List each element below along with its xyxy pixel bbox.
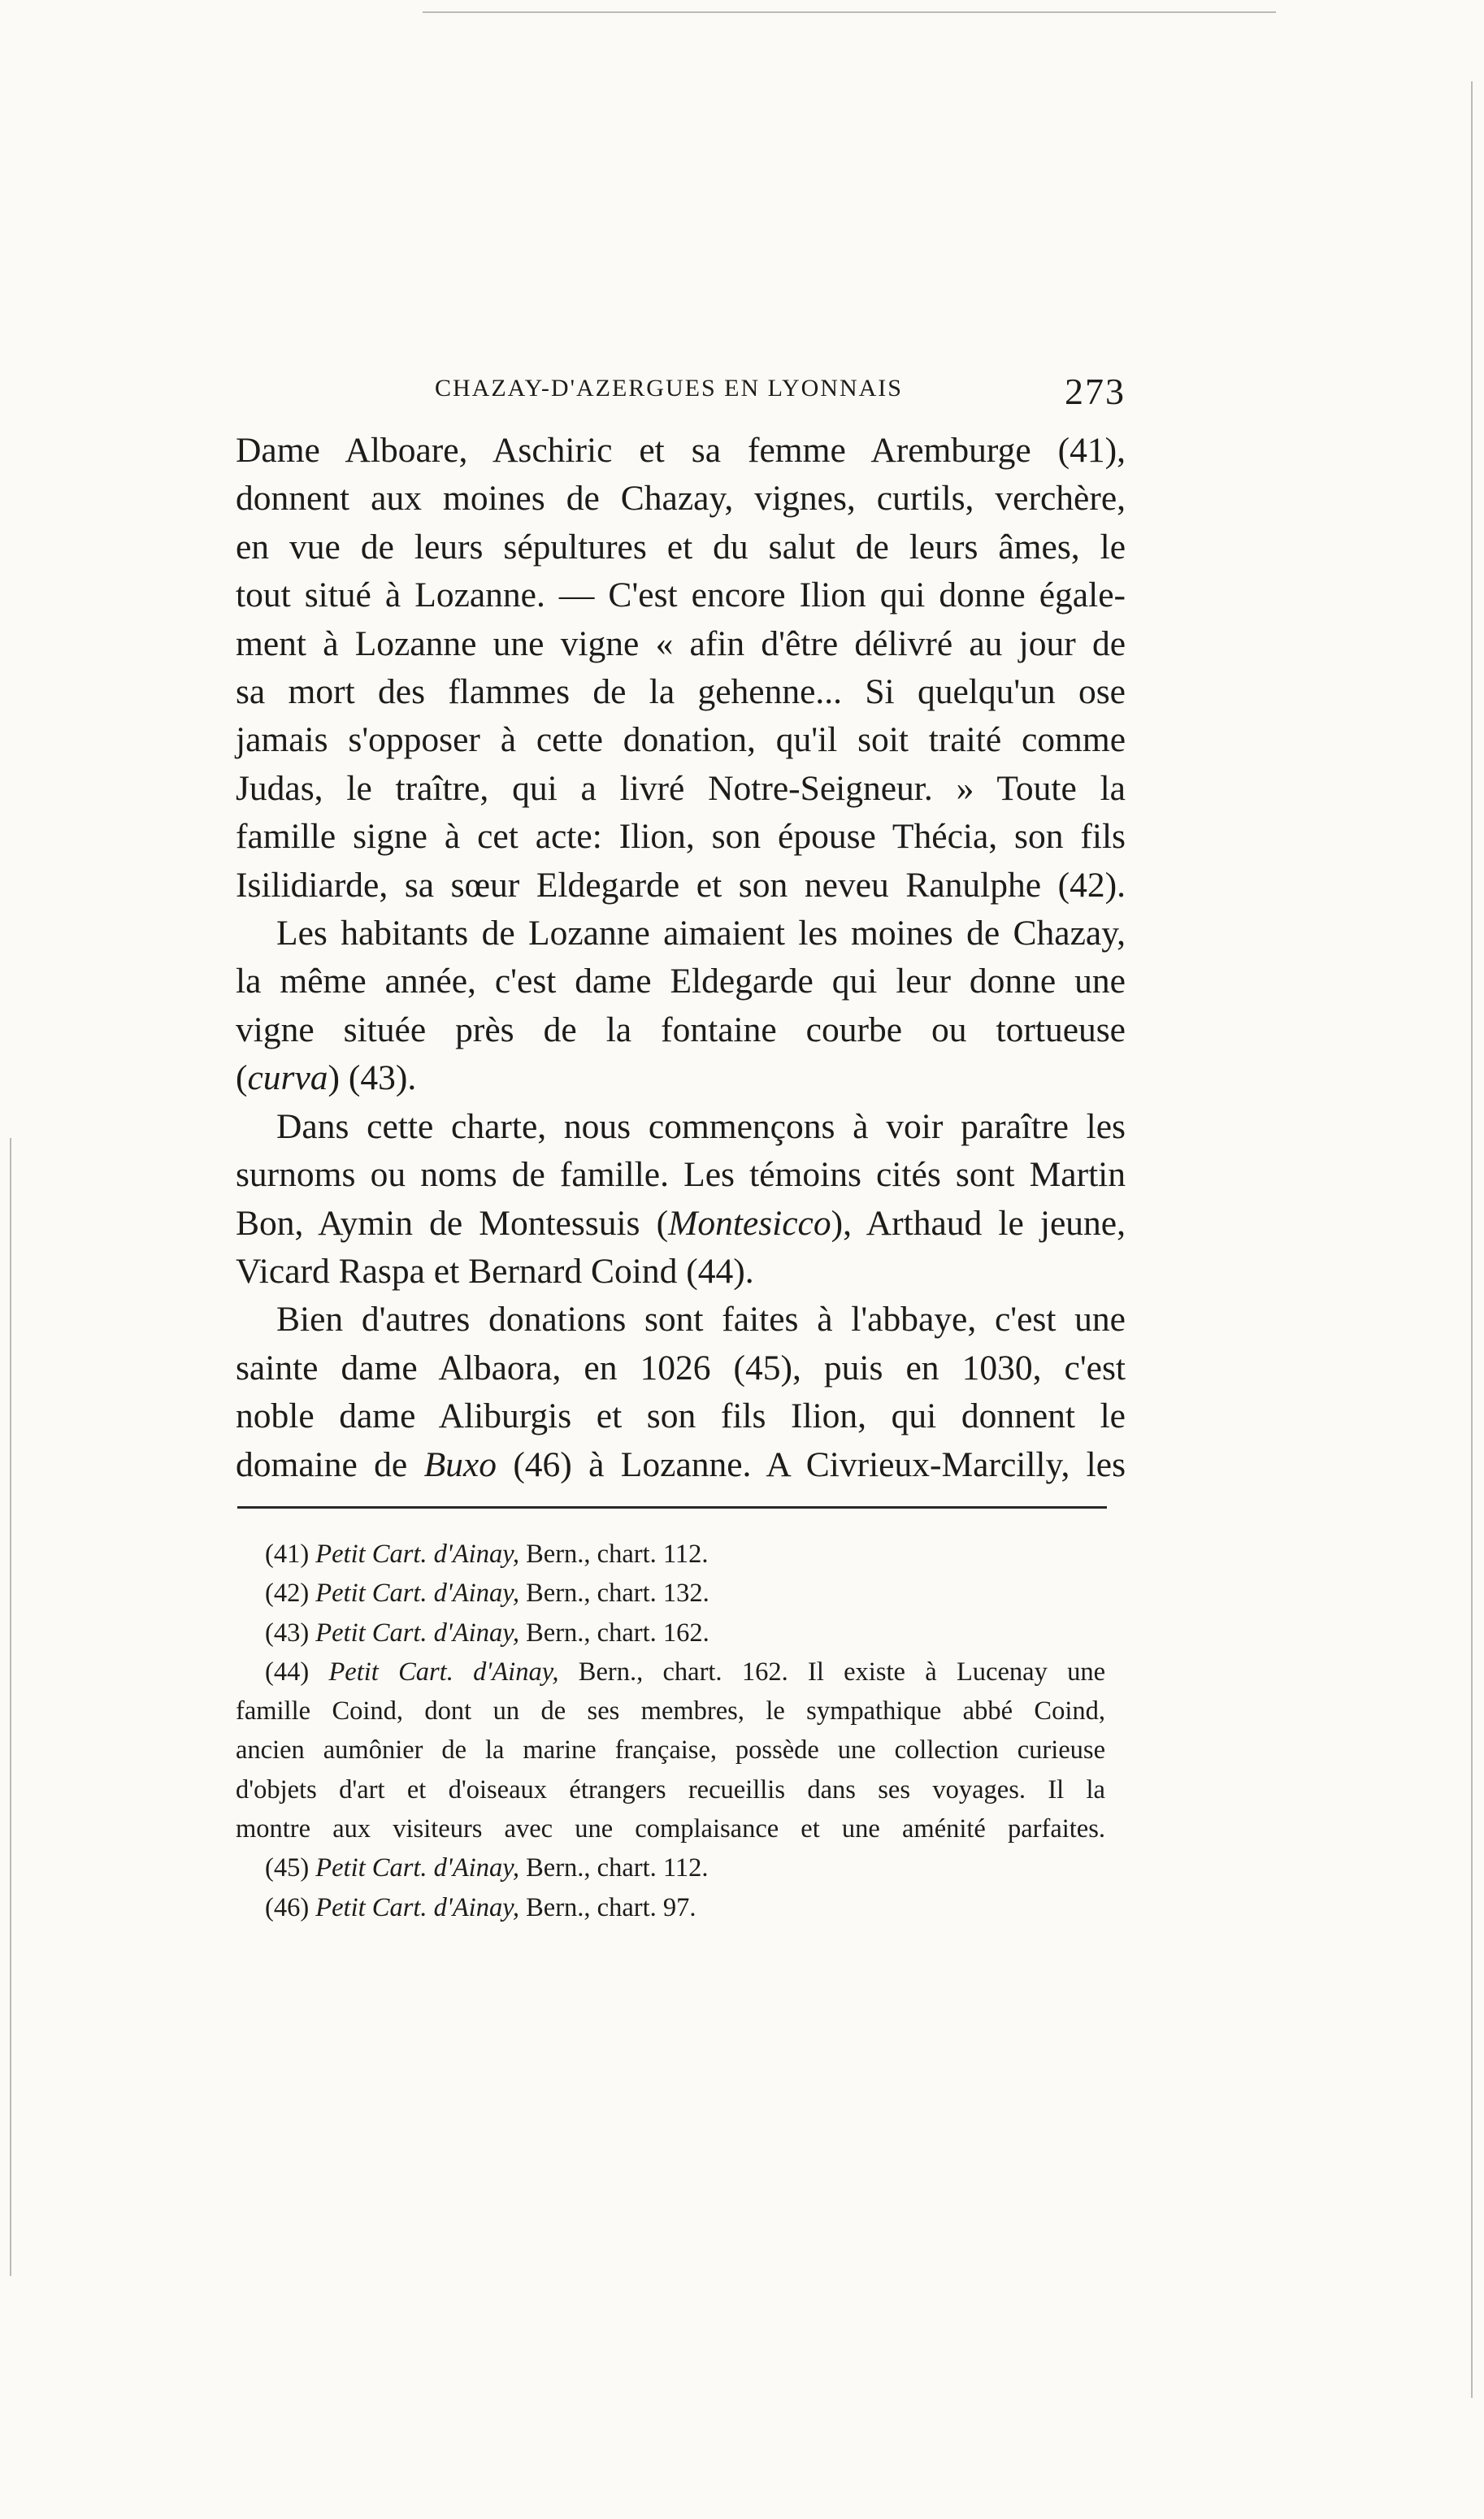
- text-line: ment à Lozanne une vigne « afin d'être délivré au jour de: [236, 623, 1126, 663]
- body-text: [236, 427, 1126, 1489]
- text-fragment: (43).: [348, 1058, 417, 1098]
- footnote-source: Petit Cart. d'Ainay,: [315, 1540, 519, 1569]
- footnote-text: Bern., chart. 162.: [526, 1618, 709, 1648]
- text-line: famille Coind, dont un de ses membres, le sympathique abbé Coind,: [236, 1696, 1105, 1726]
- footnote-number: (43): [265, 1618, 310, 1648]
- text-fragment: Bon, Aymin de Montessuis (: [236, 1203, 669, 1243]
- footnote-number: (46): [265, 1892, 310, 1922]
- page-number: 273: [1065, 371, 1126, 412]
- footnote-number: (45): [265, 1853, 310, 1883]
- text-line: sainte dame Albaora, en 1026 (45), puis en 1030, c'est: [236, 1348, 1126, 1388]
- footnote-source: Petit Cart. d'Ainay,: [315, 1853, 519, 1883]
- text-line: en vue de leurs sépultures et du salut de leurs âmes, le: [236, 527, 1126, 567]
- footnote-source: Petit Cart. d'Ainay,: [315, 1618, 519, 1648]
- text-line: [236, 1653, 1105, 1692]
- text-line: ancien aumônier de la marine française, possède une collection curieuse: [236, 1735, 1105, 1765]
- footnote-source: Petit Cart. d'Ainay,: [315, 1892, 519, 1922]
- footnote-42: [236, 1574, 1105, 1613]
- footnote-divider: [237, 1506, 1107, 1509]
- footnote-43: [236, 1613, 1105, 1653]
- text-fragment: (46) à Lozanne. A Civrieux-Marcilly, les: [513, 1444, 1126, 1484]
- scan-left-mark: [10, 1138, 11, 2276]
- text-line: Dame Alboare, Aschiric et sa femme Aremburge (41),: [236, 431, 1126, 470]
- text-line: Dans cette charte, nous commençons à voir paraître les: [276, 1106, 1126, 1146]
- text-line: d'objets d'art et d'oiseaux étrangers recueillis dans ses voyages. Il la: [236, 1774, 1105, 1805]
- footnote-number: (42): [265, 1579, 310, 1609]
- text-line: noble dame Aliburgis et son fils Ilion, qui donnent le: [236, 1396, 1126, 1436]
- text-line: Les habitants de Lozanne aimaient les moines de Chazay,: [276, 914, 1126, 953]
- footnote-text: Bern., chart. 132.: [526, 1579, 709, 1609]
- page-header: [236, 370, 1126, 419]
- text-line: jamais s'opposer à cette donation, qu'il soit traité comme: [236, 720, 1126, 760]
- text-line: (curva) (43).: [236, 1058, 417, 1098]
- paragraph-3: [236, 1103, 1126, 1296]
- footnote-number: (41): [265, 1540, 310, 1569]
- italic-term: Buxo: [423, 1444, 497, 1484]
- text-fragment: domaine de: [236, 1444, 424, 1484]
- footnote-text: Bern., chart. 162. Il existe à Lucenay une: [578, 1657, 1106, 1687]
- text-line: surnoms ou noms de famille. Les témoins cités sont Martin: [236, 1155, 1126, 1195]
- text-line: famille signe à cet acte: Ilion, son épouse Thécia, son fils: [236, 817, 1126, 857]
- text-line: donnent aux moines de Chazay, vignes, curtils, verchère,: [236, 479, 1126, 519]
- italic-term: Montesicco: [668, 1203, 831, 1243]
- footnotes: [236, 1535, 1105, 1927]
- text-line: sa mort des flammes de la gehenne... Si quelqu'un ose: [236, 672, 1126, 712]
- footnote-45: [236, 1848, 1105, 1887]
- footnote-text: Bern., chart. 112.: [526, 1540, 709, 1569]
- text-line: Bien d'autres donations sont faites à l'abbaye, c'est une: [276, 1300, 1126, 1340]
- footnote-text: Bern., chart. 97.: [526, 1892, 696, 1922]
- text-line: Judas, le traître, qui a livré Notre-Seigneur. » Toute la: [236, 768, 1126, 808]
- paragraph-1: [236, 427, 1126, 910]
- scan-top-rule: [423, 11, 1276, 13]
- running-title: CHAZAY-D'AZERGUES EN LYONNAIS: [435, 375, 903, 402]
- footnote-number: (44): [265, 1657, 310, 1687]
- text-line: montre aux visiteurs avec une complaisance et une aménité parfaites.: [236, 1814, 1105, 1844]
- text-line: tout situé à Lozanne. — C'est encore Ilion qui donne égale-: [236, 575, 1126, 615]
- text-line: Vicard Raspa et Bernard Coind (44).: [236, 1251, 754, 1291]
- text-line: vigne située près de la fontaine courbe ou tortueuse: [236, 1010, 1126, 1049]
- footnote-source: Petit Cart. d'Ainay,: [328, 1657, 559, 1687]
- text-fragment: ), Arthaud le jeune,: [831, 1203, 1126, 1243]
- footnote-46: [236, 1888, 1105, 1927]
- paragraph-2: [236, 910, 1126, 1103]
- footnote-41: [236, 1535, 1105, 1574]
- text-line: la même année, c'est dame Eldegarde qui leur donne une: [236, 962, 1126, 1001]
- footnote-source: Petit Cart. d'Ainay,: [315, 1579, 519, 1609]
- scan-right-mark: [1471, 81, 1473, 2398]
- paragraph-4: [236, 1296, 1126, 1489]
- footnote-text: Bern., chart. 112.: [526, 1853, 709, 1883]
- footnote-44: [236, 1653, 1105, 1848]
- text-line: [236, 1441, 1126, 1489]
- italic-term: curva: [247, 1058, 328, 1098]
- text-line: Isilidiarde, sa sœur Eldegarde et son neveu Ranulphe (42).: [236, 865, 1126, 905]
- text-line: [236, 1200, 1126, 1248]
